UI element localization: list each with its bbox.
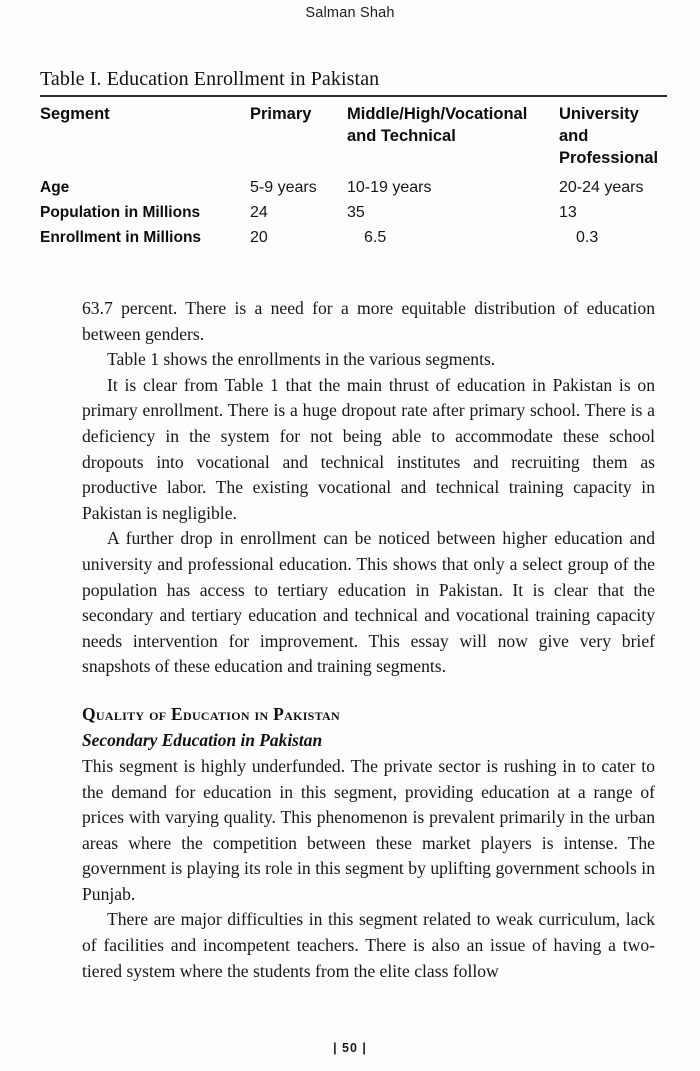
column-header-segment: Segment (40, 105, 110, 123)
table-top-rule (40, 95, 667, 97)
paragraph-4: A further drop in enrollment can be noticed between higher education and university and professional education. This shows that only a select group of the population has access to tertiary education in Pakistan. It is clear that the secondary and tertiary education and technical and vocational training capacity needs intervention for improvement. This essay will now give very brief snapshots of these education and training segments. (82, 528, 655, 677)
cell-population-middle: 35 (347, 204, 365, 221)
table-row (40, 177, 667, 202)
paragraph-1: 63.7 percent. There is a need for a more equitable distribution of education between genders. (82, 298, 655, 344)
cell-age-university: 20-24 years (559, 179, 644, 196)
education-enrollment-table (40, 103, 667, 252)
row-label-age: Age (40, 179, 70, 196)
cell-population-university: 13 (559, 204, 577, 221)
table-header-row (40, 103, 667, 177)
cell-age-middle: 10-19 years (347, 179, 432, 196)
paragraph-2: Table 1 shows the enrollments in the various segments. (107, 349, 496, 370)
row-label-enrollment: Enrollment in Millions (40, 229, 202, 246)
paragraph-3: It is clear from Table 1 that the main thrust of education in Pakistan is on primary enrollment. There is a huge dropout rate after primary school. There is a deficiency in the system for not being able to accommodate these school dropouts into vocational and technical institutes and recruiting them as productive labor. The existing vocational and technical training capacity in Pakistan is negligible. (82, 374, 655, 523)
table-row (40, 227, 667, 252)
paragraph-6: There are major difficulties in this segment related to weak curriculum, lack of facilities and incompetent teachers. There is also an issue of having a two-tiered system where the students from the elite class follow (82, 909, 655, 981)
table-row (40, 202, 667, 227)
cell-enrollment-university: 0.3 (576, 229, 599, 246)
running-head: Salman Shah (305, 5, 395, 21)
paragraph-5: This segment is highly underfunded. The private sector is rushing in to cater to the demand for education in this segment, providing education at a range of prices with varying quality. This phenomenon is prevalent primarily in the urban areas where the competition between these market players is intense. The government is playing its role in this segment by uplifting government schools in Punjab. (82, 755, 655, 904)
table-block (40, 68, 667, 252)
cell-enrollment-primary: 20 (250, 229, 268, 246)
column-header-primary: Primary (250, 105, 312, 123)
subsection-heading: Secondary Education in Pakistan (82, 729, 323, 750)
column-header-university: University and Professional (559, 105, 659, 167)
cell-enrollment-middle: 6.5 (364, 229, 387, 246)
cell-population-primary: 24 (250, 204, 268, 221)
body-text-column (82, 296, 655, 984)
row-label-population: Population in Millions (40, 204, 201, 221)
page-number-footer: | 50 | (333, 1041, 367, 1055)
column-header-middle: Middle/High/Vocational and Technical (347, 105, 528, 145)
section-heading: Quality of Education in Pakistan (82, 703, 340, 724)
cell-age-primary: 5-9 years (250, 179, 317, 196)
table-caption: Table I. Education Enrollment in Pakistan (40, 68, 380, 90)
